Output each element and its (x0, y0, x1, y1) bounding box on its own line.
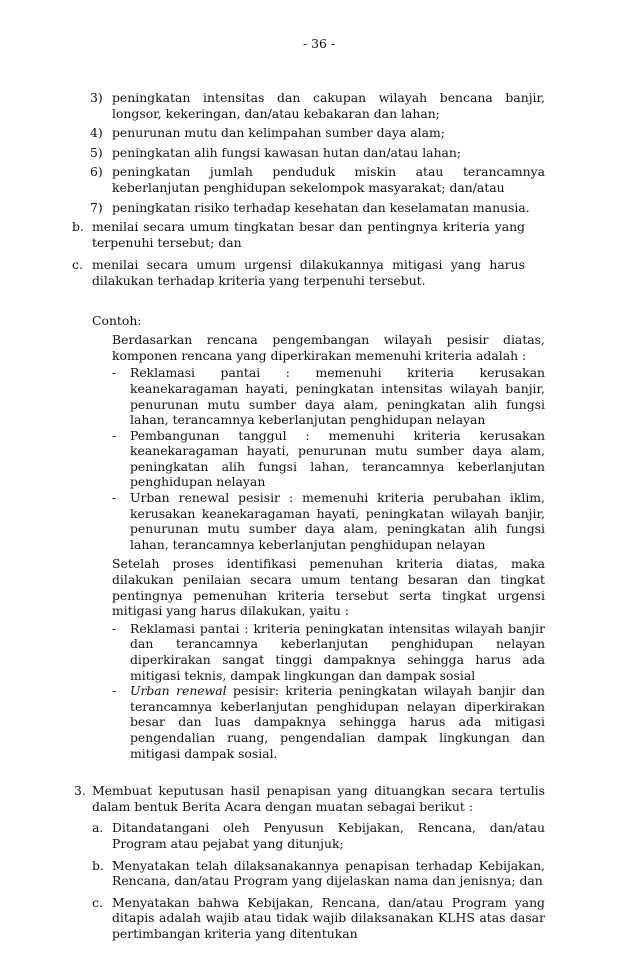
list-item (92, 820, 545, 851)
italic-term: Urban renewal (130, 683, 227, 699)
item-text: Urban renewal pesisir : memenuhi kriteria perubahan iklim, kerusakan keanekaragaman hayati, peningkatan wilayah banjir, penurunan mutu sumber daya alam, peningkatan alih fungsi lahan, terancamnya keberlanjutan penghidupan nelayan (130, 490, 545, 552)
list-item (72, 219, 525, 250)
item-text: peningkatan alih fungsi kawasan hutan dan/atau lahan; (112, 144, 462, 160)
list-item (90, 125, 545, 141)
list-item (72, 257, 525, 288)
section-text: Membuat keputusan hasil penapisan yang dituangkan secara tertulis dalam bentuk Berita Acara dengan muatan sebagai berikut : (92, 783, 545, 814)
item-text: Ditandatangani oleh Penyusun Kebijakan, Rencana, dan/atau Program atau pejabat yang ditunjuk; (112, 820, 545, 851)
item-text: Reklamasi pantai : kriteria peningkatan intensitas wilayah banjir dan terancamnya keberlanjutan penghidupan nelayan diperkirakan sangat tinggi dampaknya sehingga harus ada mitigasi teknis, dampak lingkungan dan dampak sosial (130, 620, 545, 683)
item-text: Menyatakan bahwa Kebijakan, Rencana, dan/atau Program yang ditapis adalah wajib atau tidak wajib dilaksanakan KLHS atas dasar pertimbangan kriteria yang ditentukan (112, 894, 545, 941)
contoh-label: Contoh: (92, 312, 142, 328)
dash-bullet: - (112, 620, 117, 636)
assess-list (0, 219, 638, 288)
list-item (112, 490, 545, 552)
list-item (90, 199, 545, 216)
item-text: Reklamasi pantai : memenuhi kriteria kerusakan keanekaragaman hayati, peningkatan intensitas wilayah banjir, penurunan mutu sumber daya alam, peningkatan alih fungsi lahan, terancamnya keberlanjutan penghidupan nelayan (130, 365, 545, 428)
item-text-rest: pesisir: kriteria peningkatan wilayah banjir dan terancamnya keberlanjutan penghidupan nelayan diperkirakan besar dan luas dampaknya sehingga harus ada mitigasi pengendalian ruang, pengendalian dampak lingkungan dan mitigasi dampak sosial. (130, 683, 545, 761)
dash-bullet: - (112, 683, 117, 699)
item-letter: c. (72, 257, 83, 273)
section-3 (0, 783, 638, 941)
document-body (0, 90, 638, 948)
dash-bullet: - (112, 490, 117, 506)
contoh-intro: Berdasarkan rencana pengembangan wilayah pesisir diatas, komponen rencana yang diperkirakan memenuhi kriteria adalah : (112, 332, 545, 363)
dash-bullet: - (112, 365, 117, 381)
contoh-followup: Setelah proses identifikasi pemenuhan kriteria diatas, maka dilakukan penilaian secara umum tentang besaran dan tingkat pentingnya pemenuhan kriteria tersebut serta tingkat urgensi mitigasi yang harus dilakukan, yaitu : (112, 556, 545, 619)
item-text: Pembangunan tanggul : memenuhi kriteria kerusakan keanekaragaman hayati, penurunan mutu sumber daya alam, peningkatan alih fungsi lahan, terancamnya keberlanjutan penghidupan nelayan (130, 427, 545, 490)
list-item (112, 427, 545, 490)
item-text: menilai secara umum tingkatan besar dan pentingnya kriteria yang terpenuhi tersebut; dan (92, 219, 525, 250)
list-item (92, 894, 545, 942)
item-text (130, 683, 545, 761)
list-item (112, 620, 545, 683)
list-item (90, 144, 545, 161)
list-item (92, 857, 545, 889)
item-number: 4) (90, 125, 103, 141)
list-item (90, 90, 545, 121)
item-text: peningkatan risiko terhadap kesehatan dan keselamatan manusia. (112, 199, 530, 215)
list-item (112, 365, 545, 428)
item-number: 3) (90, 90, 103, 105)
item-number: 5) (90, 144, 103, 160)
list-item (112, 683, 545, 761)
item-number: 6) (90, 164, 103, 180)
item-text: menilai secara umum urgensi dilakukannya mitigasi yang harus dilakukan terhadap kriteria yang terpenuhi tersebut. (92, 257, 525, 288)
item-text: peningkatan intensitas dan cakupan wilayah bencana banjir, longsor, kekeringan, dan/atau kebakaran dan lahan; (112, 90, 545, 121)
item-letter: a. (92, 820, 104, 836)
item-text: Menyatakan telah dilaksanakannya penapisan terhadap Kebijakan, Rencana, dan/atau Program yang dijelaskan nama dan jenisnya; dan (112, 857, 545, 889)
item-number: 7) (90, 199, 103, 215)
item-letter: b. (92, 857, 104, 873)
item-text: penurunan mutu dan kelimpahan sumber daya alam; (112, 125, 445, 141)
section-heading (74, 783, 545, 814)
page-number: - 36 - (302, 36, 336, 51)
contoh-section (0, 313, 638, 762)
section-number: 3. (74, 783, 86, 799)
item-text: peningkatan jumlah penduduk miskin atau terancamnya keberlanjutan penghidupan sekelompok masyarakat; dan/atau (112, 164, 545, 195)
criteria-list (0, 90, 638, 215)
item-letter: c. (92, 894, 103, 910)
item-letter: b. (72, 219, 84, 235)
list-item (90, 164, 545, 195)
dash-bullet: - (112, 427, 117, 443)
